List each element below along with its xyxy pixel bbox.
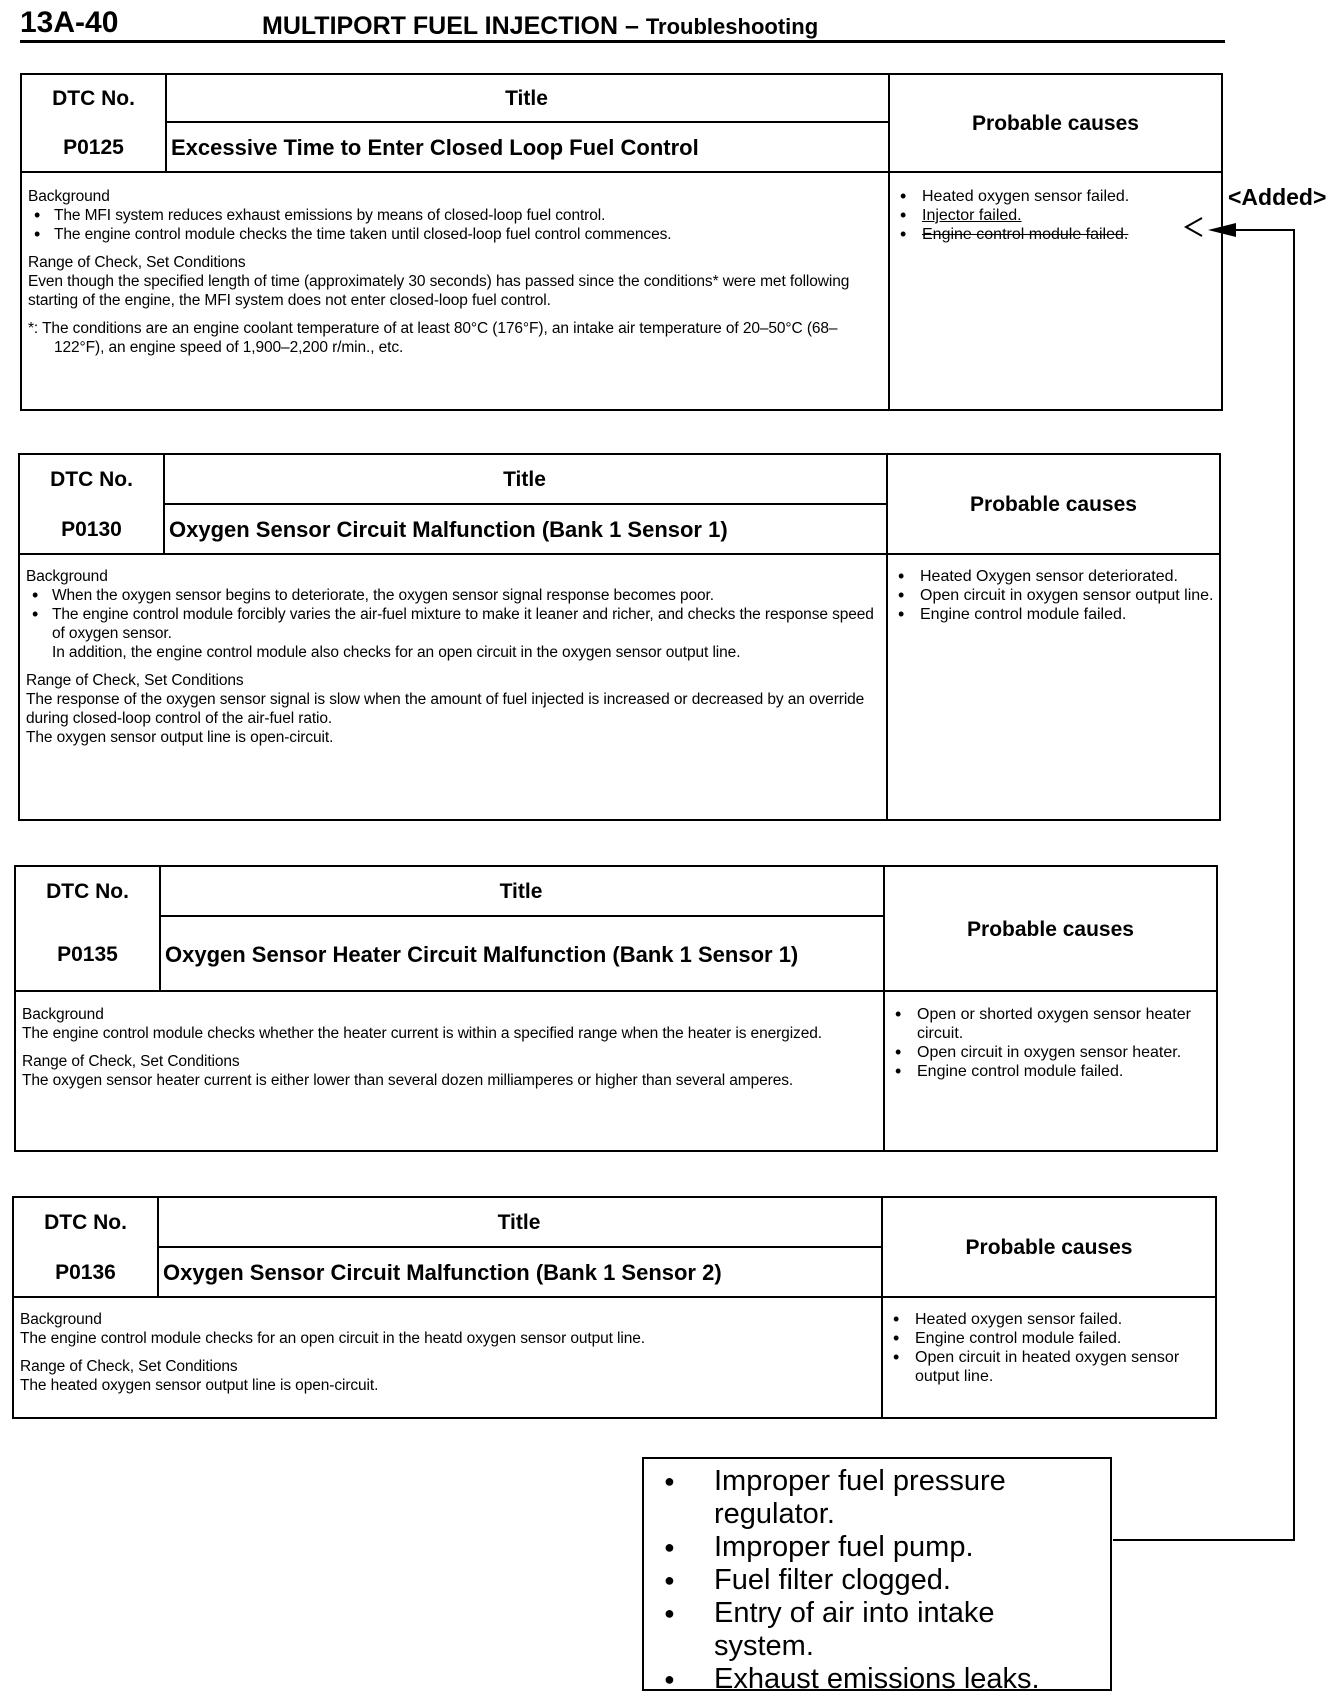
list-item: ● Entry of air into intake system. — [644, 1597, 1102, 1663]
dtc-description — [28, 187, 886, 357]
list-item: • Heated oxygen sensor failed. — [894, 187, 1219, 206]
list-item: • The MFI system reduces exhaust emissions by means of closed-loop fuel control. — [28, 206, 886, 225]
dtc-description — [22, 1005, 881, 1090]
list-item: ● Exhaust emissions leaks. — [644, 1663, 1102, 1696]
dtc-block-p0136 — [12, 1196, 1217, 1419]
range-extra: The oxygen sensor output line is open-circuit. — [26, 729, 334, 746]
list-item: • Open circuit in oxygen sensor output line. — [892, 586, 1217, 605]
list-item: • Open or shorted oxygen sensor heater circuit. — [889, 1005, 1214, 1043]
dtc-description — [26, 567, 884, 747]
background-extra: In addition, the engine control module also checks for an open circuit in the oxygen sensor output line. — [52, 644, 741, 661]
dtc-code: P0135 — [57, 942, 118, 966]
title-label: Title — [503, 468, 546, 491]
probable-causes-list — [887, 1310, 1213, 1386]
divider — [883, 867, 885, 1152]
divider — [165, 121, 888, 123]
range-heading: Range of Check, Set Conditions — [22, 1053, 240, 1070]
background-heading: Background — [20, 1311, 102, 1328]
divider — [165, 75, 167, 173]
probable-causes-label: Probable causes — [967, 917, 1134, 941]
list-item: • Heated oxygen sensor failed. — [887, 1310, 1213, 1329]
page-header — [20, 4, 1225, 44]
page-title-main: MULTIPORT FUEL INJECTION — [262, 12, 619, 40]
divider — [163, 455, 165, 555]
list-item: ● Fuel filter clogged. — [644, 1564, 1102, 1597]
dtc-title: Oxygen Sensor Circuit Malfunction (Bank 1 Sensor 1) — [169, 517, 728, 542]
dtc-block-p0125 — [20, 73, 1223, 411]
page-title-sub: Troubleshooting — [645, 14, 819, 39]
list-item: • Engine control module failed. — [892, 605, 1217, 624]
range-heading: Range of Check, Set Conditions — [26, 672, 244, 689]
dtc-title: Excessive Time to Enter Closed Loop Fuel Control — [171, 135, 699, 160]
probable-causes-label: Probable causes — [972, 112, 1139, 135]
range-text: The oxygen sensor heater current is either lower than several dozen milliamperes or higher than several amperes. — [22, 1072, 794, 1089]
title-label: Title — [505, 87, 548, 110]
divider — [159, 867, 161, 992]
conditions-note: *: The conditions are an engine coolant temperature of at least 80°C (176°F), an intake air temperature of 20–50°C (68–122°F), an engine speed of 1,900–2,200 r/min., etc. — [28, 320, 838, 356]
list-item-added: • Injector failed. — [894, 206, 1219, 225]
background-text: The engine control module checks whether the heater current is within a specified range when the heater is energized. — [22, 1025, 822, 1042]
probable-causes-list — [892, 567, 1217, 624]
dtc-code: P0125 — [63, 136, 124, 159]
divider — [157, 1246, 881, 1248]
dtc-no-label: DTC No. — [52, 87, 135, 110]
page-title — [262, 12, 818, 41]
divider — [163, 503, 886, 505]
probable-causes-list — [894, 187, 1219, 244]
list-item: • Engine control module failed. — [889, 1062, 1214, 1081]
divider — [20, 553, 1221, 555]
dtc-description — [20, 1310, 879, 1395]
list-item: ● Improper fuel pressure regulator. — [644, 1465, 1102, 1531]
range-heading: Range of Check, Set Conditions — [20, 1358, 238, 1375]
divider — [157, 1198, 159, 1298]
divider — [159, 915, 883, 917]
list-item: • Open circuit in oxygen sensor heater. — [889, 1043, 1214, 1062]
probable-causes-label: Probable causes — [970, 493, 1137, 516]
divider — [14, 1296, 1217, 1298]
background-list — [26, 586, 884, 643]
list-item: • Open circuit in heated oxygen sensor output line. — [887, 1348, 1213, 1386]
list-item-deleted: • Engine control module failed. — [894, 225, 1219, 244]
divider — [22, 171, 1223, 173]
dtc-code: P0130 — [61, 518, 122, 541]
page-title-separator: – — [618, 12, 646, 40]
background-list — [28, 206, 886, 244]
range-text: The heated oxygen sensor output line is open-circuit. — [20, 1377, 379, 1394]
background-heading: Background — [28, 188, 110, 205]
list-item: • The engine control module checks the time taken until closed-loop fuel control commences. — [28, 225, 886, 244]
list-item: • Engine control module failed. — [887, 1329, 1213, 1348]
probable-causes-list — [889, 1005, 1214, 1081]
divider — [881, 1198, 883, 1419]
range-text: Even though the specified length of time (approximately 30 seconds) has passed since the conditions* were met following starting of the engine, the MFI system does not enter closed-loop fuel control. — [28, 273, 850, 309]
dtc-block-p0135 — [14, 865, 1218, 1152]
added-causes-box — [642, 1457, 1112, 1695]
divider — [888, 75, 890, 411]
header-rule — [20, 40, 1225, 43]
list-item: • Heated Oxygen sensor deteriorated. — [892, 567, 1217, 586]
title-label: Title — [497, 1211, 541, 1234]
list-item: • When the oxygen sensor begins to deteriorate, the oxygen sensor signal response becomes poor. — [26, 586, 884, 605]
divider — [886, 455, 888, 821]
background-heading: Background — [26, 568, 108, 585]
page-number: 13A-40 — [20, 6, 119, 39]
divider — [16, 990, 1218, 992]
dtc-no-label: DTC No. — [44, 1211, 127, 1234]
dtc-no-label: DTC No. — [46, 880, 129, 903]
range-text: The response of the oxygen sensor signal is slow when the amount of fuel injected is increased or decreased by an override during closed-loop control of the air-fuel ratio. — [26, 691, 865, 727]
dtc-no-label: DTC No. — [50, 468, 133, 491]
list-item: ● Improper fuel pump. — [644, 1531, 1102, 1564]
dtc-code: P0136 — [55, 1261, 116, 1284]
list-item: • The engine control module forcibly varies the air-fuel mixture to make it leaner and richer, and checks the response speed of oxygen sensor. — [26, 605, 884, 643]
added-causes-list — [644, 1459, 1110, 1696]
added-label: <Added> — [1228, 184, 1327, 210]
background-text: The engine control module checks for an open circuit in the heatd oxygen sensor output line. — [20, 1330, 645, 1347]
probable-causes-label: Probable causes — [965, 1236, 1133, 1259]
range-heading: Range of Check, Set Conditions — [28, 254, 246, 271]
dtc-title: Oxygen Sensor Heater Circuit Malfunction (Bank 1 Sensor 1) — [165, 941, 799, 967]
dtc-title: Oxygen Sensor Circuit Malfunction (Bank 1 Sensor 2) — [163, 1260, 722, 1285]
title-label: Title — [499, 880, 543, 903]
dtc-block-p0130 — [18, 453, 1221, 821]
background-heading: Background — [22, 1006, 104, 1023]
